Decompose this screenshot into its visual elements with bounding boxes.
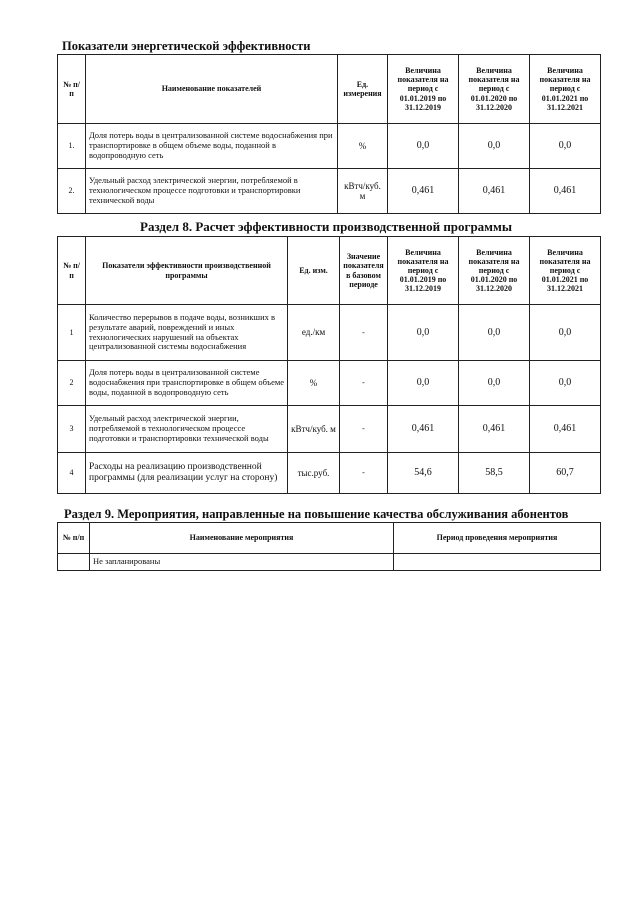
- header-2019: Величина показателя на период с 01.01.2019 по 31.12.2019: [388, 55, 459, 124]
- cell-unit: ед./км: [288, 305, 340, 361]
- cell-name: Удельный расход электрической энергии, потребляемой в технологическом процессе подготовки и транспортировки технической воды: [86, 169, 338, 214]
- cell-2019: 0,461: [388, 169, 459, 214]
- service-quality-measures-table: [57, 522, 601, 571]
- cell-unit: кВтч/куб. м: [288, 406, 340, 453]
- cell-2021: 0,461: [530, 169, 601, 214]
- header-2019: Величина показателя на период с 01.01.2019 по 31.12.2019: [388, 237, 459, 305]
- cell-2019: 0,0: [388, 305, 459, 361]
- table-row: [58, 554, 601, 571]
- header-2021: Величина показателя на период с 01.01.2021 по 31.12.2021: [530, 237, 601, 305]
- cell-name: Расходы на реализацию производственной программы (для реализации услуг на сторону): [86, 453, 288, 494]
- section-8-title: Раздел 8. Расчет эффективности производственной программы: [140, 219, 513, 234]
- cell-unit: %: [288, 361, 340, 406]
- cell-base: -: [340, 361, 388, 406]
- table-header-row: [58, 55, 601, 124]
- energy-efficiency-title: Показатели энергетической эффективности: [62, 39, 311, 53]
- cell-unit: кВтч/куб. м: [338, 169, 388, 214]
- energy-efficiency-table: [57, 54, 601, 214]
- header-base: Значение показателя в базовом периоде: [340, 237, 388, 305]
- cell-unit: тыс.руб.: [288, 453, 340, 494]
- cell-2019: 0,0: [388, 124, 459, 169]
- cell-2021: 0,0: [530, 361, 601, 406]
- header-num: № п/п: [58, 237, 86, 305]
- cell-2020: 0,461: [459, 169, 530, 214]
- header-name: Показатели эффективности производственной программы: [86, 237, 288, 305]
- header-2020: Величина показателя на период с 01.01.2020 по 31.12.2020: [459, 237, 530, 305]
- cell-2019: 0,0: [388, 361, 459, 406]
- cell-base: -: [340, 453, 388, 494]
- cell-2021: 0,0: [530, 305, 601, 361]
- cell-2019: 54,6: [388, 453, 459, 494]
- cell-num: [58, 554, 90, 571]
- cell-num: 1: [58, 305, 86, 361]
- table-row: [58, 406, 601, 453]
- cell-2021: 60,7: [530, 453, 601, 494]
- table-header-row: [58, 237, 601, 305]
- header-num: № п/п: [58, 55, 86, 124]
- cell-num: 4: [58, 453, 86, 494]
- cell-unit: %: [338, 124, 388, 169]
- cell-2020: 58,5: [459, 453, 530, 494]
- cell-name: Доля потерь воды в централизованной системе водоснабжения при транспортировке в общем объеме воды, поданной в водопроводную сеть: [86, 361, 288, 406]
- table-header-row: [58, 523, 601, 554]
- table-row: [58, 124, 601, 169]
- cell-2019: 0,461: [388, 406, 459, 453]
- cell-name: Доля потерь воды в централизованной системе водоснабжения при транспортировке в общем объеме воды, поданной в водопроводную сеть: [86, 124, 338, 169]
- header-2021: Величина показателя на период с 01.01.2021 по 31.12.2021: [530, 55, 601, 124]
- cell-2021: 0,461: [530, 406, 601, 453]
- cell-name: Удельный расход электрической энергии, потребляемой в технологическом процессе подготовки и транспортировки технической воды: [86, 406, 288, 453]
- cell-num: 3: [58, 406, 86, 453]
- cell-2020: 0,0: [459, 124, 530, 169]
- cell-2020: 0,0: [459, 361, 530, 406]
- section-9-title: Раздел 9. Мероприятия, направленные на повышение качества обслуживания абонентов: [64, 507, 569, 521]
- cell-name: Количество перерывов в подаче воды, возникших в результате аварий, повреждений и иных технологических нарушений на объектах централизованной системы водоснабжения: [86, 305, 288, 361]
- table-row: [58, 453, 601, 494]
- cell-base: -: [340, 406, 388, 453]
- table-row: [58, 169, 601, 214]
- header-period: Период проведения мероприятия: [394, 523, 601, 554]
- cell-name: Не запланированы: [90, 554, 394, 571]
- cell-base: -: [340, 305, 388, 361]
- cell-2021: 0,0: [530, 124, 601, 169]
- header-name: Наименование мероприятия: [90, 523, 394, 554]
- header-name: Наименование показателей: [86, 55, 338, 124]
- production-program-table: [57, 236, 601, 494]
- table-row: [58, 305, 601, 361]
- cell-period: [394, 554, 601, 571]
- header-unit: Ед. измерения: [338, 55, 388, 124]
- cell-num: 2.: [58, 169, 86, 214]
- table-row: [58, 361, 601, 406]
- header-2020: Величина показателя на период с 01.01.2020 по 31.12.2020: [459, 55, 530, 124]
- cell-num: 2: [58, 361, 86, 406]
- cell-num: 1.: [58, 124, 86, 169]
- cell-2020: 0,461: [459, 406, 530, 453]
- cell-2020: 0,0: [459, 305, 530, 361]
- header-num: № п/п: [58, 523, 90, 554]
- header-unit: Ед. изм.: [288, 237, 340, 305]
